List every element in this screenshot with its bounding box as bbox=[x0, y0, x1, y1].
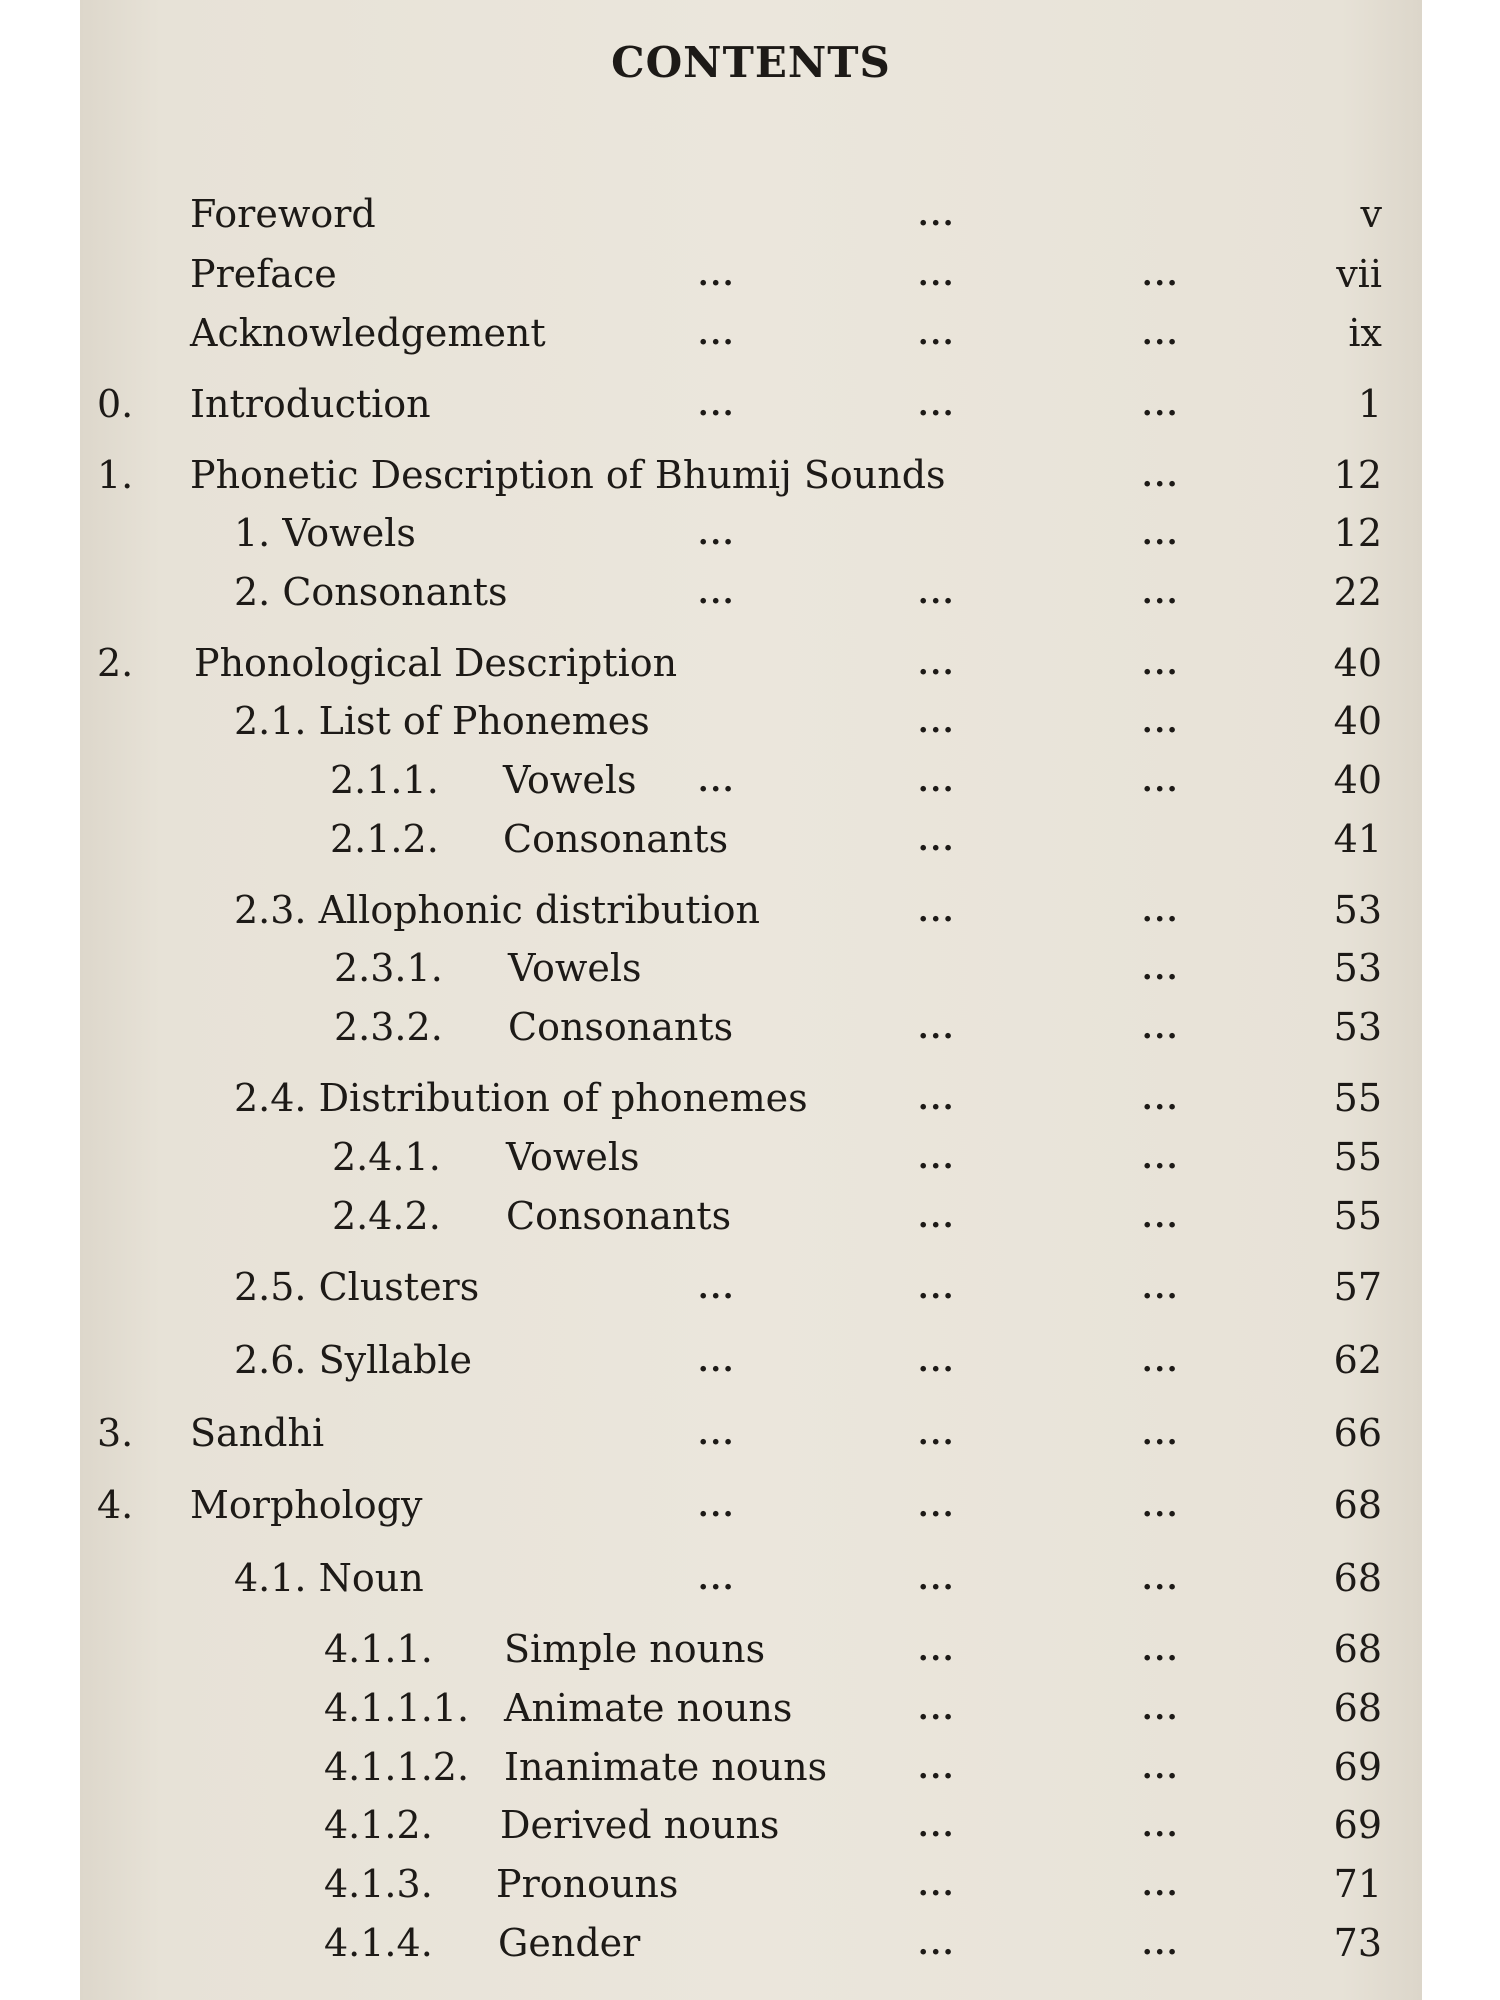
toc-entry-page: 71 bbox=[1333, 1862, 1382, 1906]
toc-entry-number: 4.1.3. bbox=[324, 1862, 433, 1906]
toc-entry-label: Consonants bbox=[506, 1194, 732, 1238]
toc-entry bbox=[80, 1411, 1422, 1461]
toc-entry-page: 53 bbox=[1333, 888, 1382, 932]
toc-entry-page: 68 bbox=[1333, 1556, 1382, 1600]
toc-entry-number: 3. bbox=[97, 1411, 134, 1455]
toc-entry-number: 2.1.2. bbox=[330, 817, 439, 861]
dot-leader: ... bbox=[698, 317, 736, 352]
toc-entry-label: 2.4. Distribution of phonemes bbox=[234, 1076, 808, 1120]
dot-leader: ... bbox=[698, 258, 736, 293]
toc-entry bbox=[80, 1803, 1422, 1853]
dot-leader: ... bbox=[918, 1633, 956, 1668]
toc-entry-label: 2. Consonants bbox=[234, 570, 508, 614]
dot-leader: ... bbox=[918, 1011, 956, 1046]
toc-entry-label: Pronouns bbox=[496, 1862, 679, 1906]
dot-leader: ... bbox=[1142, 1489, 1180, 1524]
dot-leader: ... bbox=[918, 1562, 956, 1597]
dot-leader: ... bbox=[698, 764, 736, 799]
toc-entry-number: 4.1.2. bbox=[324, 1803, 433, 1847]
toc-entry bbox=[80, 311, 1422, 361]
toc-entry bbox=[80, 1862, 1422, 1912]
toc-entry bbox=[80, 1921, 1422, 1971]
dot-leader: ... bbox=[1142, 705, 1180, 740]
toc-entry bbox=[80, 192, 1422, 242]
toc-entry-label: Simple nouns bbox=[504, 1627, 766, 1671]
toc-entry-page: 12 bbox=[1333, 511, 1382, 555]
toc-entry bbox=[80, 1135, 1422, 1185]
toc-entry-label: Consonants bbox=[508, 1005, 734, 1049]
toc-entry-page: 53 bbox=[1333, 946, 1382, 990]
dot-leader: ... bbox=[698, 1344, 736, 1379]
dot-leader: ... bbox=[918, 1489, 956, 1524]
toc-entry-page: vii bbox=[1336, 252, 1382, 296]
toc-entry-number: 4.1.1. bbox=[324, 1627, 433, 1671]
toc-entry-page: 68 bbox=[1333, 1483, 1382, 1527]
toc-entry-label: 1. Vowels bbox=[234, 511, 416, 555]
dot-leader: ... bbox=[1142, 952, 1180, 987]
toc-entry-page: 73 bbox=[1333, 1921, 1382, 1965]
dot-leader: ... bbox=[918, 1692, 956, 1727]
dot-leader: ... bbox=[1142, 1417, 1180, 1452]
dot-leader: ... bbox=[698, 1562, 736, 1597]
toc-entry-label: Gender bbox=[498, 1921, 641, 1965]
dot-leader: ... bbox=[698, 576, 736, 611]
dot-leader: ... bbox=[918, 764, 956, 799]
toc-entry bbox=[80, 888, 1422, 938]
toc-entry-label: Phonetic Description of Bhumij Sounds bbox=[190, 453, 946, 497]
toc-entry-page: 68 bbox=[1333, 1686, 1382, 1730]
toc-entry-page: 40 bbox=[1333, 641, 1382, 685]
toc-entry-label: Sandhi bbox=[190, 1411, 325, 1455]
toc-entry-label: 2.6. Syllable bbox=[234, 1338, 473, 1382]
toc-entry-number: 0. bbox=[97, 382, 134, 426]
dot-leader: ... bbox=[1142, 1868, 1180, 1903]
dot-leader: ... bbox=[1142, 1344, 1180, 1379]
toc-entry-page: 53 bbox=[1333, 1005, 1382, 1049]
dot-leader: ... bbox=[1142, 764, 1180, 799]
toc-entry-label: Acknowledgement bbox=[190, 311, 546, 355]
dot-leader: ... bbox=[918, 317, 956, 352]
toc-entry-page: ix bbox=[1348, 311, 1382, 355]
toc-entry-page: 41 bbox=[1333, 817, 1382, 861]
toc-entry bbox=[80, 511, 1422, 561]
toc-entry-label: Derived nouns bbox=[500, 1803, 780, 1847]
toc-entry-number: 4.1.1.2. bbox=[324, 1745, 470, 1789]
dot-leader: ... bbox=[918, 1868, 956, 1903]
dot-leader: ... bbox=[918, 1200, 956, 1235]
dot-leader: ... bbox=[918, 1751, 956, 1786]
dot-leader: ... bbox=[918, 1344, 956, 1379]
dot-leader: ... bbox=[918, 388, 956, 423]
toc-entry-number: 4.1.4. bbox=[324, 1921, 433, 1965]
dot-leader: ... bbox=[1142, 517, 1180, 552]
toc-entry-number: 2.1.1. bbox=[330, 758, 439, 802]
dot-leader: ... bbox=[1142, 1692, 1180, 1727]
toc-entry-label: Vowels bbox=[503, 758, 637, 802]
toc-entry bbox=[80, 570, 1422, 620]
toc-entry-page: 40 bbox=[1333, 699, 1382, 743]
toc-entry-page: 62 bbox=[1333, 1338, 1382, 1382]
toc-entry-number: 2.3.2. bbox=[334, 1005, 443, 1049]
toc-entry-page: 69 bbox=[1333, 1745, 1382, 1789]
dot-leader: ... bbox=[1142, 388, 1180, 423]
toc-entry-label: 2.1. List of Phonemes bbox=[234, 699, 650, 743]
toc-entry-page: 66 bbox=[1333, 1411, 1382, 1455]
dot-leader: ... bbox=[1142, 894, 1180, 929]
toc-entry bbox=[80, 252, 1422, 302]
toc-entry-number: 2.3.1. bbox=[334, 946, 443, 990]
dot-leader: ... bbox=[918, 1082, 956, 1117]
toc-entry-page: 55 bbox=[1333, 1135, 1382, 1179]
toc-entry-page: 68 bbox=[1333, 1627, 1382, 1671]
toc-entry-label: Phonological Description bbox=[194, 641, 678, 685]
dot-leader: ... bbox=[918, 1141, 956, 1176]
dot-leader: ... bbox=[1142, 647, 1180, 682]
toc-entry-label: Introduction bbox=[190, 382, 431, 426]
dot-leader: ... bbox=[1142, 1082, 1180, 1117]
dot-leader: ... bbox=[1142, 1141, 1180, 1176]
dot-leader: ... bbox=[918, 1809, 956, 1844]
dot-leader: ... bbox=[1142, 258, 1180, 293]
toc-entry-label: Morphology bbox=[190, 1483, 423, 1527]
toc-entry-label: Inanimate nouns bbox=[504, 1745, 828, 1789]
toc-entry-page: 69 bbox=[1333, 1803, 1382, 1847]
toc-entry-label: Vowels bbox=[506, 1135, 640, 1179]
dot-leader: ... bbox=[1142, 1809, 1180, 1844]
toc-entry bbox=[80, 1194, 1422, 1244]
dot-leader: ... bbox=[918, 576, 956, 611]
toc-entry-label: 4.1. Noun bbox=[234, 1556, 424, 1600]
toc-entry-number: 2.4.2. bbox=[332, 1194, 441, 1238]
dot-leader: ... bbox=[1142, 1927, 1180, 1962]
dot-leader: ... bbox=[918, 1271, 956, 1306]
dot-leader: ... bbox=[1142, 576, 1180, 611]
toc-entry-label: 2.5. Clusters bbox=[234, 1265, 480, 1309]
toc-entry-label: Vowels bbox=[508, 946, 642, 990]
dot-leader: ... bbox=[1142, 1633, 1180, 1668]
toc-entry bbox=[80, 817, 1422, 867]
dot-leader: ... bbox=[698, 1417, 736, 1452]
toc-entry bbox=[80, 1745, 1422, 1795]
dot-leader: ... bbox=[918, 705, 956, 740]
dot-leader: ... bbox=[918, 823, 956, 858]
toc-entry bbox=[80, 1005, 1422, 1055]
dot-leader: ... bbox=[918, 894, 956, 929]
toc-entry-page: 40 bbox=[1333, 758, 1382, 802]
toc-entry bbox=[80, 641, 1422, 691]
dot-leader: ... bbox=[698, 517, 736, 552]
toc-entry-page: 57 bbox=[1333, 1265, 1382, 1309]
toc-entry-page: 12 bbox=[1333, 453, 1382, 497]
toc-entry bbox=[80, 1627, 1422, 1677]
toc-entry bbox=[80, 382, 1422, 432]
dot-leader: ... bbox=[1142, 1271, 1180, 1306]
dot-leader: ... bbox=[1142, 1751, 1180, 1786]
dot-leader: ... bbox=[1142, 1011, 1180, 1046]
toc-entry bbox=[80, 453, 1422, 503]
toc-entry bbox=[80, 1338, 1422, 1388]
toc-entry bbox=[80, 758, 1422, 808]
dot-leader: ... bbox=[918, 258, 956, 293]
toc-entry-page: 55 bbox=[1333, 1194, 1382, 1238]
dot-leader: ... bbox=[698, 388, 736, 423]
toc-entry bbox=[80, 1265, 1422, 1315]
toc-entry-label: Preface bbox=[190, 252, 337, 296]
toc-entry bbox=[80, 1686, 1422, 1736]
dot-leader: ... bbox=[698, 1489, 736, 1524]
dot-leader: ... bbox=[918, 198, 956, 233]
book-page bbox=[80, 0, 1422, 2000]
dot-leader: ... bbox=[1142, 1562, 1180, 1597]
toc-entry bbox=[80, 1483, 1422, 1533]
toc-entry bbox=[80, 699, 1422, 749]
toc-entry-number: 4. bbox=[97, 1483, 134, 1527]
toc-entry-label: Consonants bbox=[503, 817, 729, 861]
dot-leader: ... bbox=[698, 1271, 736, 1306]
toc-entry bbox=[80, 946, 1422, 996]
toc-entry-number: 2.4.1. bbox=[332, 1135, 441, 1179]
toc-entry-number: 4.1.1.1. bbox=[324, 1686, 470, 1730]
toc-entry-number: 2. bbox=[97, 641, 134, 685]
toc-entry-page: v bbox=[1360, 192, 1382, 236]
toc-entry-label: 2.3. Allophonic distribution bbox=[234, 888, 761, 932]
dot-leader: ... bbox=[918, 647, 956, 682]
toc-entry-label: Foreword bbox=[190, 192, 376, 236]
toc-entry-number: 1. bbox=[97, 453, 134, 497]
dot-leader: ... bbox=[918, 1927, 956, 1962]
toc-entry-page: 55 bbox=[1333, 1076, 1382, 1120]
page-title: CONTENTS bbox=[611, 38, 891, 87]
dot-leader: ... bbox=[918, 1417, 956, 1452]
toc-entry-label: Animate nouns bbox=[504, 1686, 793, 1730]
toc-entry-page: 22 bbox=[1333, 570, 1382, 614]
dot-leader: ... bbox=[1142, 459, 1180, 494]
dot-leader: ... bbox=[1142, 1200, 1180, 1235]
dot-leader: ... bbox=[1142, 317, 1180, 352]
toc-entry-page: 1 bbox=[1357, 382, 1382, 426]
toc-entry bbox=[80, 1556, 1422, 1606]
toc-entry bbox=[80, 1076, 1422, 1126]
